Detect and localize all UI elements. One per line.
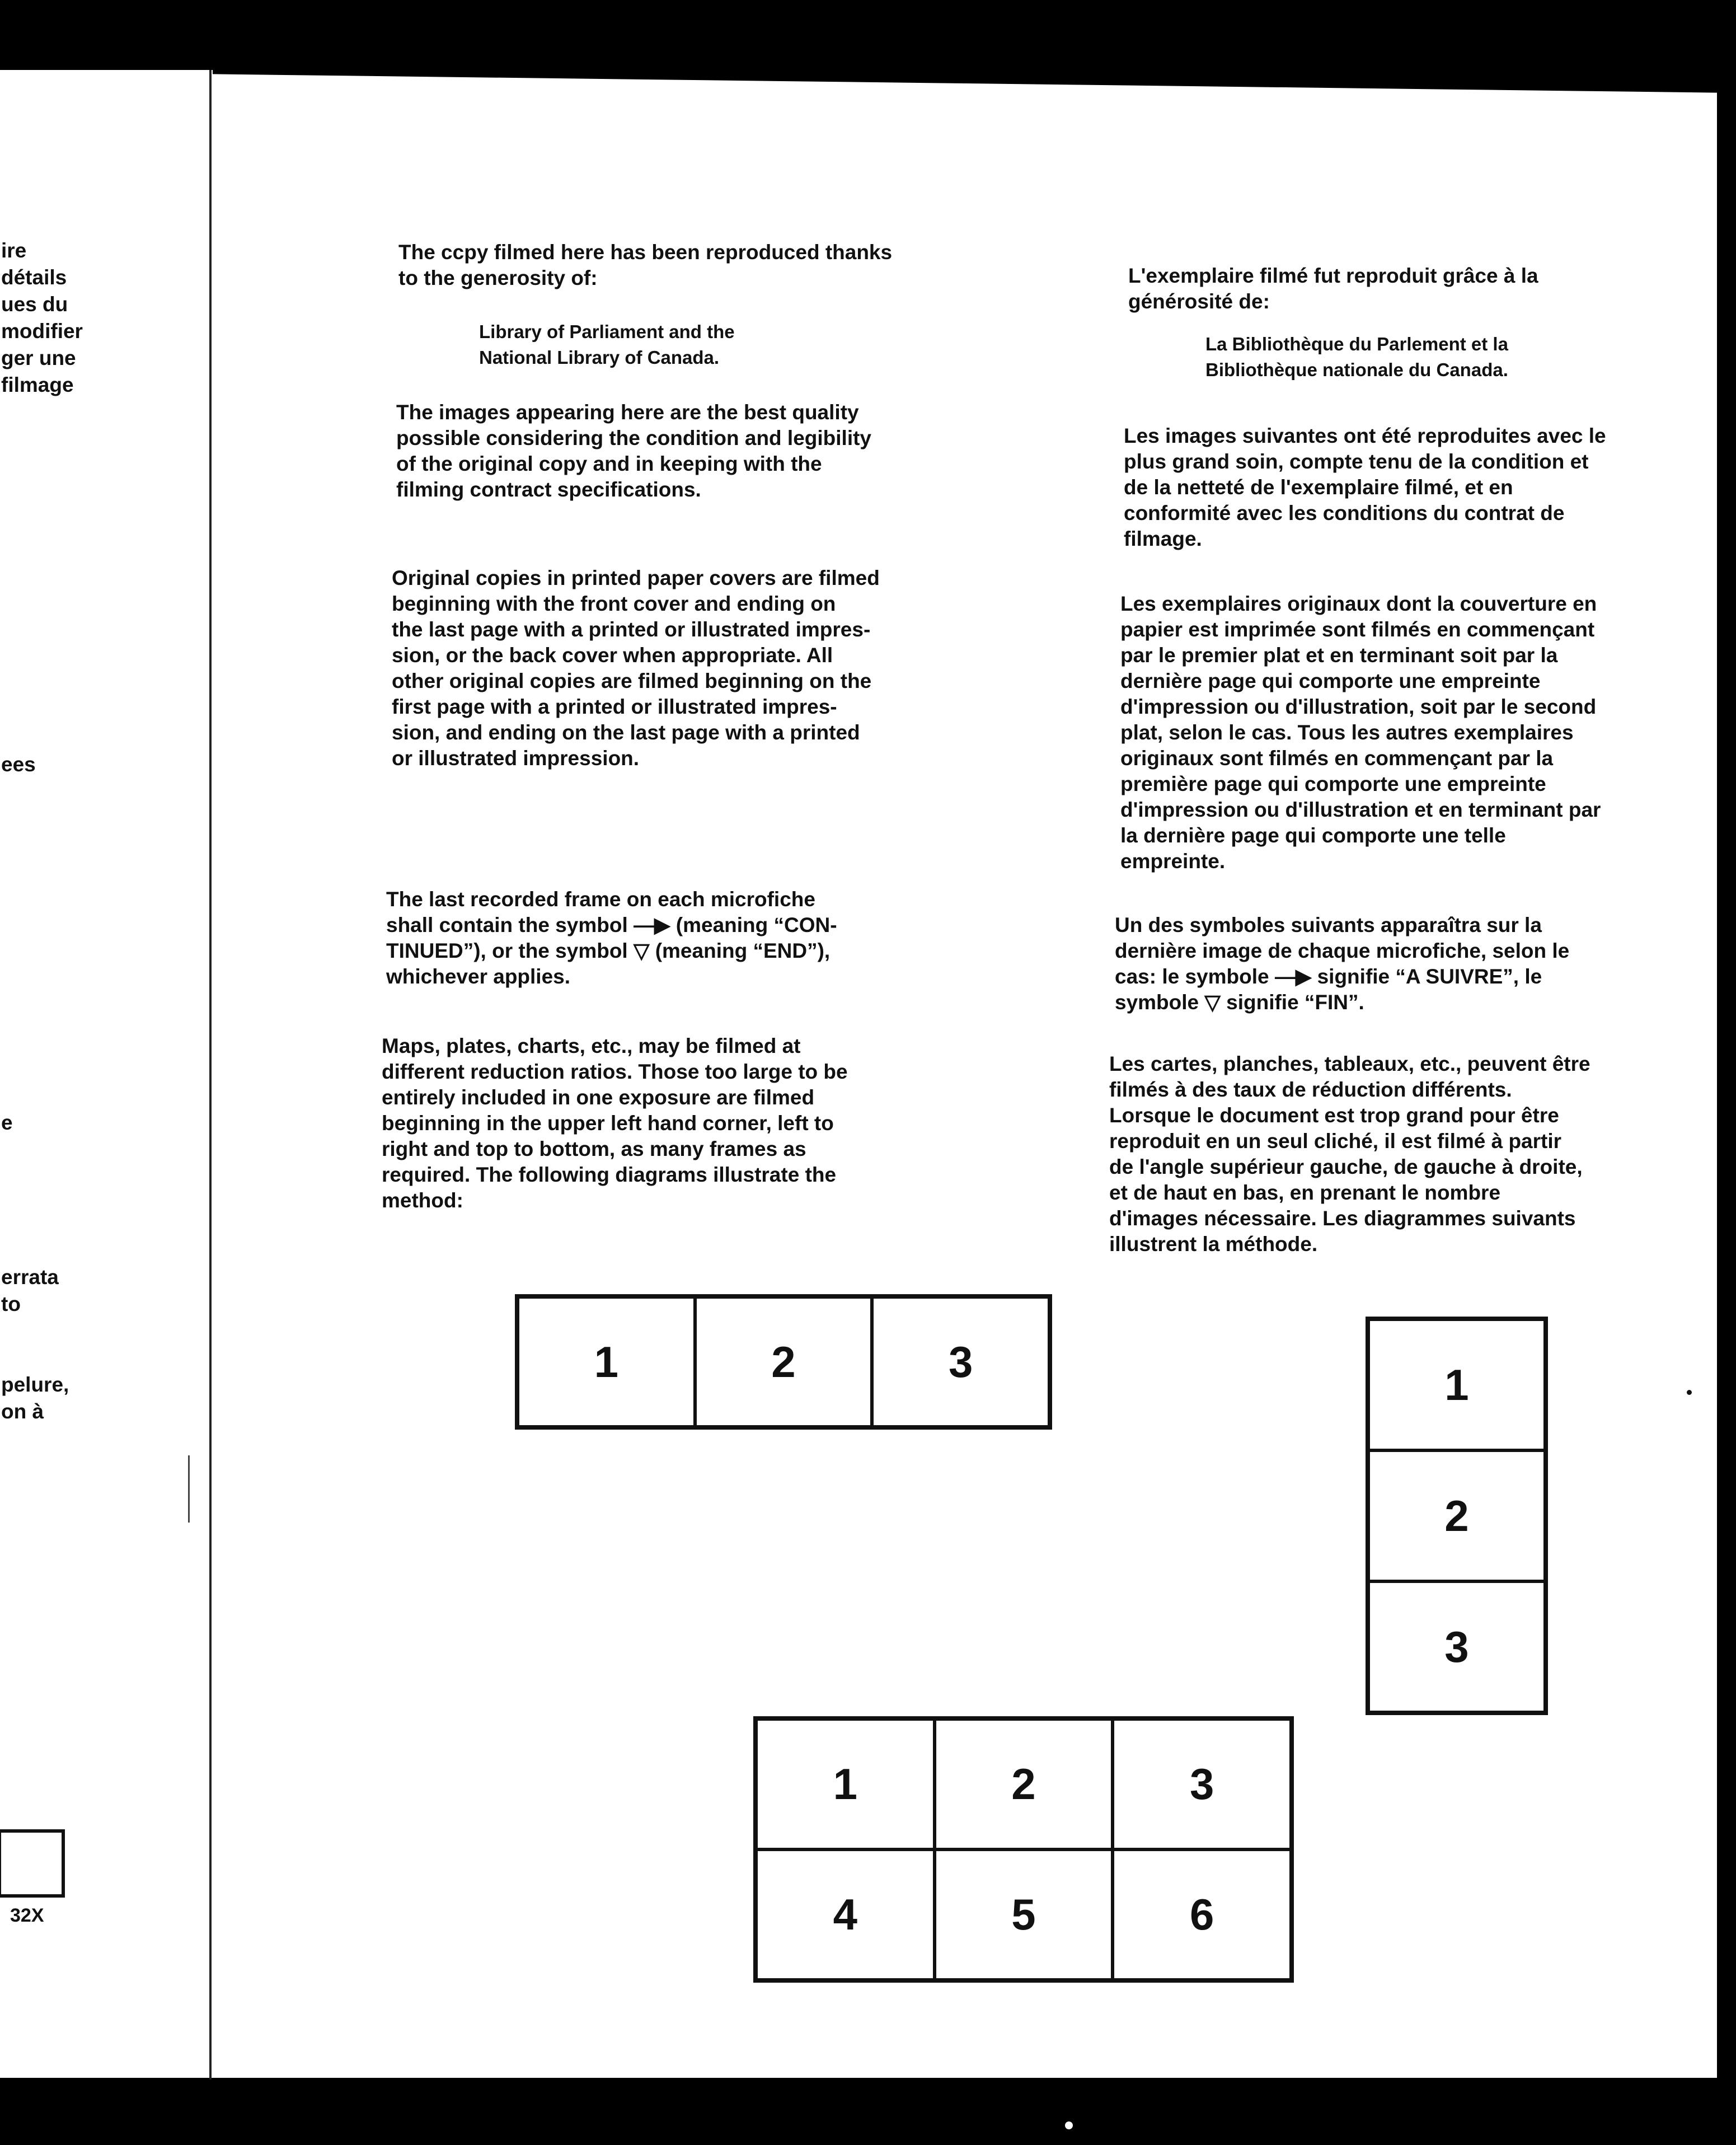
fragment-line: e: [1, 1111, 13, 1134]
frame-cell: 4: [756, 1849, 935, 1980]
maps-paragraph-fr: Les cartes, planches, tableaux, etc., peuvent être filmés à des taux de réduction différents. Lorsque le document est trop grand pour être reproduit en un seul cliché, il est filmé à partir de l'angle supérieur gauche, de gauche à droite, et de haut en bas, en prenant le nombre d'images nécessaire. Les diagrammes suivants illustrent la méthode.: [1109, 1052, 1590, 1256]
fragment-line: ues du: [1, 293, 68, 316]
quality-paragraph-fr: Les images suivantes ont été reproduites avec le plus grand soin, compte tenu de la condition et de la netteté de l'exemplaire filmé, et en conformité avec les conditions du contrat de filmage.: [1124, 424, 1606, 550]
diagram-row: [515, 1294, 1052, 1430]
frame-cell: 2: [1368, 1450, 1545, 1581]
reduction-box: [0, 1829, 65, 1898]
library-name-fr: La Bibliothèque du Parlement et la Bibliothèque nationale du Canada.: [1205, 334, 1508, 380]
frame-cell: 5: [935, 1849, 1113, 1980]
symbols-paragraph-fr: Un des symboles suivants apparaîtra sur la dernière image de chaque microfiche, selon le cas: le symbole —▶ signifie “A SUIVRE”, le symbole ▽ signifie “FIN”.: [1115, 914, 1570, 1014]
quality-paragraph: The images appearing here are the best quality possible considering the condition and legibility of the original copy and in keeping with the filming contract specifications.: [396, 401, 872, 501]
scan-border-bottom: [0, 2078, 1736, 2145]
frame-cell: 1: [1368, 1319, 1545, 1450]
fragment-line: modifier: [1, 320, 83, 343]
covers-paragraph: Original copies in printed paper covers are filmed beginning with the front cover and ending on the last page with a printed or illustrated impres- sion, or the back cover when appropriate. All other original copies are filmed beginning on the first page with a printed or illustrated impres- sion, and ending on the last page with a printed or illustrated impression.: [392, 566, 880, 770]
scan-speck: [1065, 2121, 1073, 2129]
fragment-line: ger une: [1, 346, 76, 369]
fragment-line: ire: [1, 239, 27, 262]
frame-cell: 3: [872, 1297, 1049, 1427]
diagram-column: [1366, 1317, 1548, 1715]
frame-cell: 6: [1113, 1849, 1291, 1980]
frame-cell: 3: [1368, 1581, 1545, 1712]
frame-cell: 1: [756, 1719, 935, 1849]
page-gutter: [209, 70, 212, 2080]
credit-intro-fr: L'exemplaire filmé fut reproduit grâce à la générosité de:: [1128, 264, 1538, 313]
maps-paragraph: Maps, plates, charts, etc., may be filmed at different reduction ratios. Those too large to be entirely included in one exposure are filmed beginning in the upper left hand corner, left to right and top to bottom, as many frames as required. The following diagrams illustrate the method:: [382, 1034, 848, 1212]
frame-cell: 2: [935, 1719, 1113, 1849]
frame-cell: 1: [518, 1297, 695, 1427]
scan-border-top: [0, 0, 1736, 70]
scan-speck: [1687, 1390, 1692, 1395]
fragment-line: détails: [1, 266, 67, 289]
scan-border-top-edge: [213, 66, 1736, 93]
page-gutter-mark: [188, 1455, 190, 1523]
library-name: Library of Parliament and the National Library of Canada.: [479, 321, 735, 368]
scan-border-right: [1717, 70, 1736, 2085]
covers-paragraph-fr: Les exemplaires originaux dont la couverture en papier est imprimée sont filmés en commençant par le premier plat et en terminant soit par la dernière page qui comporte une empreinte d'impression ou d'illustration, soit par le second plat, selon le cas. Tous les autres exemplaires originaux sont filmés en commençant par la première page qui comporte une empreinte d'impression ou d'illustration et en terminant par la dernière page qui comporte une telle empreinte.: [1120, 592, 1601, 873]
reduction-label: 32X: [10, 1905, 44, 1926]
fragment-line: on à: [1, 1400, 44, 1423]
fragment-line: ees: [1, 753, 36, 776]
frame-cell: 2: [695, 1297, 872, 1427]
diagram-grid: [753, 1716, 1294, 1983]
fragment-line: filmage: [1, 373, 74, 396]
frame-cell: 3: [1113, 1719, 1291, 1849]
symbols-paragraph: The last recorded frame on each microfiche shall contain the symbol —▶ (meaning “CON- TINUED”), or the symbol ▽ (meaning “END”), whichever applies.: [386, 888, 837, 988]
fragment-line: errata: [1, 1266, 59, 1289]
fragment-line: to: [1, 1292, 21, 1315]
credit-intro: The ccpy filmed here has been reproduced thanks to the generosity of:: [398, 241, 893, 289]
fragment-line: pelure,: [1, 1373, 69, 1396]
